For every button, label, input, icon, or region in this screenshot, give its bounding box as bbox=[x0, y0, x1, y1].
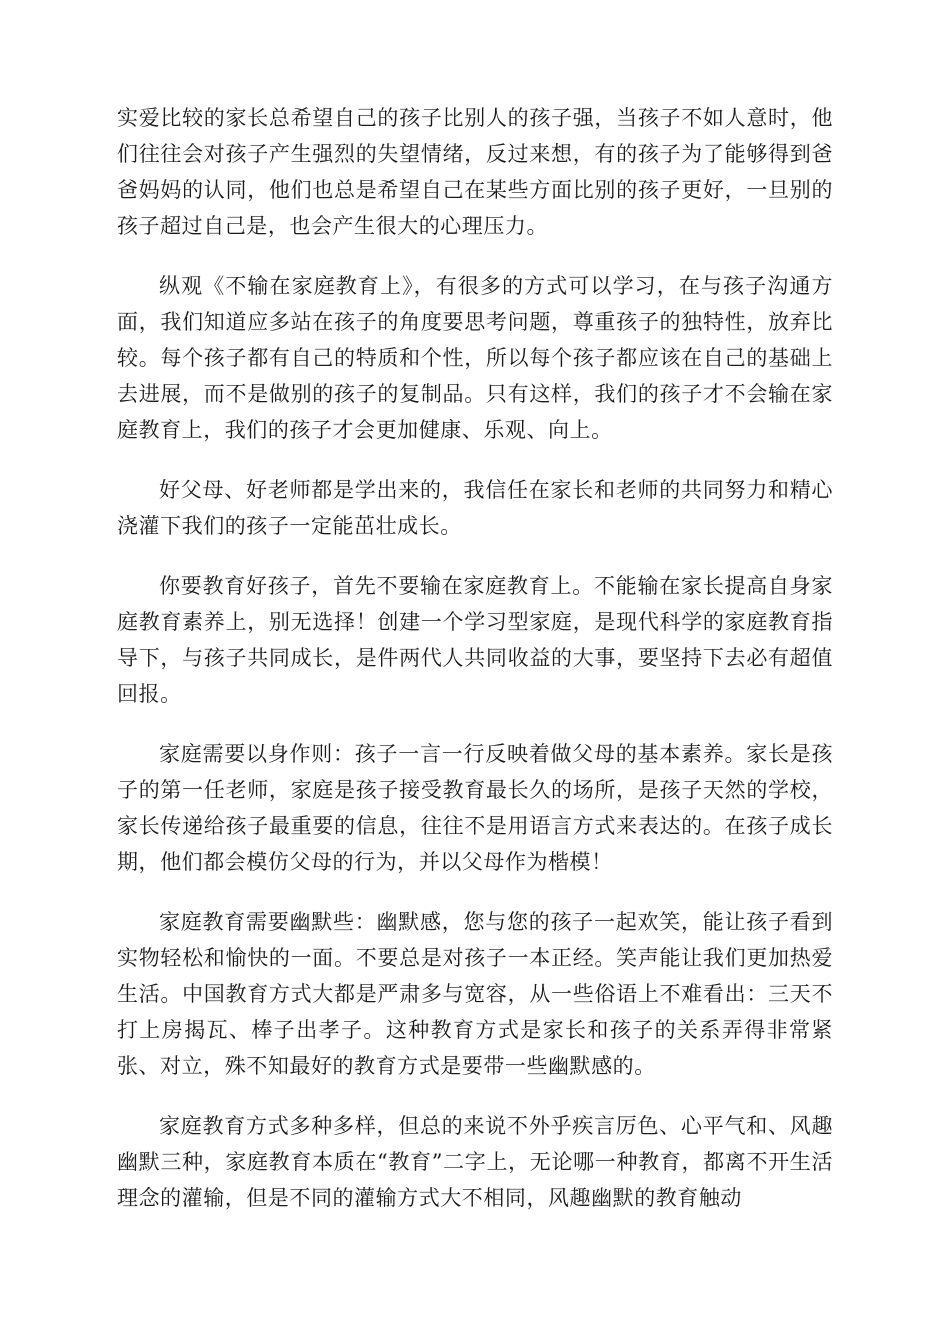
paragraph-5: 家庭需要以身作则：孩子一言一行反映着做父母的基本素养。家长是孩子的第一任老师，家庭是孩子接受教育最长久的场所，是孩子天然的学校，家长传递给孩子最重要的信息，往往不是用语言方式来表达的。在孩子成长期，他们都会模仿父母的行为，并以父母作为楷模！ bbox=[117, 742, 833, 874]
paragraph-3: 好父母、好老师都是学出来的，我信任在家长和老师的共同努力和精心浇灌下我们的孩子一定能茁壮成长。 bbox=[117, 478, 833, 538]
paragraph-7: 家庭教育方式多种多样，但总的来说不外乎疾言厉色、心平气和、风趣幽默三种，家庭教育本质在“教育”二字上，无论哪一种教育，都离不开生活理念的灌输，但是不同的灌输方式大不相同，风趣幽默的教育触动 bbox=[117, 1114, 833, 1210]
paragraph-6: 家庭教育需要幽默些：幽默感，您与您的孩子一起欢笑，能让孩子看到实物轻松和愉快的一面。不要总是对孩子一本正经。笑声能让我们更加热爱生活。中国教育方式大都是严肃多与宽容，从一些俗语上不难看出：三天不打上房揭瓦、棒子出孝子。这种教育方式是家长和孩子的关系弄得非常紧张、对立，殊不知最好的教育方式是要带一些幽默感的。 bbox=[117, 910, 833, 1078]
paragraph-4: 你要教育好孩子，首先不要输在家庭教育上。不能输在家长提高自身家庭教育素养上，别无选择！创建一个学习型家庭，是现代科学的家庭教育指导下，与孩子共同成长，是件两代人共同收益的大事，要坚持下去必有超值回报。 bbox=[117, 574, 833, 706]
paragraph-1: 实爱比较的家长总希望自己的孩子比别人的孩子强，当孩子不如人意时，他们往往会对孩子产生强烈的失望情绪，反过来想，有的孩子为了能够得到爸爸妈妈的认同，他们也总是希望自己在某些方面比别的孩子更好，一旦别的孩子超过自己是，也会产生很大的心理压力。 bbox=[117, 106, 833, 238]
document-page bbox=[117, 100, 833, 1240]
paragraph-2: 纵观《不输在家庭教育上》，有很多的方式可以学习，在与孩子沟通方面，我们知道应多站在孩子的角度要思考问题，尊重孩子的独特性，放弃比较。每个孩子都有自己的特质和个性，所以每个孩子都应该在自己的基础上去进展，而不是做别的孩子的复制品。只有这样，我们的孩子才不会输在家庭教育上，我们的孩子才会更加健康、乐观、向上。 bbox=[117, 274, 833, 442]
